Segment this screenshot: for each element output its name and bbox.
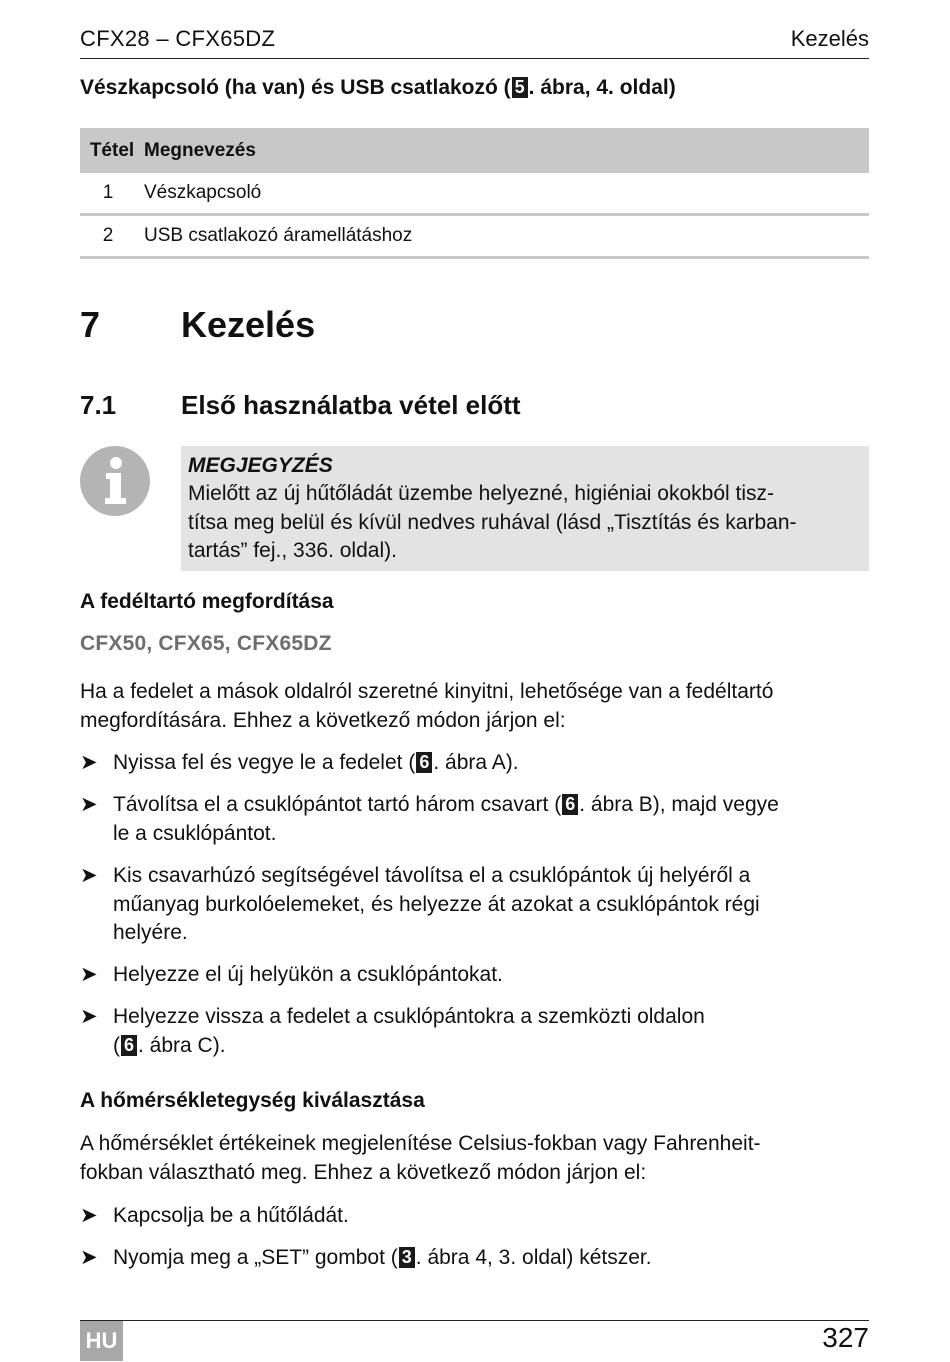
step-text bbox=[113, 1244, 870, 1273]
col-header-name: Megnevezés bbox=[144, 139, 256, 161]
figure-number: 3 bbox=[399, 1247, 415, 1268]
heading-text: Vészkapcsoló (ha van) és USB csatlakozó ( bbox=[80, 76, 511, 99]
temp-intro bbox=[80, 1130, 870, 1187]
step-text-line: le a csuklópántot. bbox=[113, 821, 277, 845]
list-item bbox=[80, 1003, 870, 1060]
step-text: Helyezze el új helyükön a csuklópántokat. bbox=[113, 963, 503, 986]
step-text-part: . ábra 4, 3. oldal) kétszer. bbox=[415, 1246, 652, 1269]
table-header bbox=[80, 128, 869, 173]
list-item bbox=[80, 1244, 870, 1273]
arrow-bullet-icon: ➤ bbox=[80, 1246, 98, 1269]
arrow-bullet-icon: ➤ bbox=[80, 963, 98, 986]
paragraph-line: Ha a fedelet a mások oldalról szeretné kinyitni, lehetősége van a fedéltartó bbox=[80, 680, 774, 703]
header-model: CFX28 – CFX65DZ bbox=[80, 26, 276, 51]
section-number: 7.1 bbox=[80, 390, 117, 420]
step-text bbox=[113, 1032, 870, 1061]
footer-divider bbox=[80, 1320, 869, 1321]
figure-number: 5 bbox=[512, 77, 528, 98]
step-text bbox=[113, 749, 870, 778]
language-badge: HU bbox=[80, 1321, 123, 1361]
cell-item: 1 bbox=[102, 182, 114, 203]
arrow-bullet-icon: ➤ bbox=[80, 864, 98, 887]
step-text-part: ( bbox=[113, 1033, 120, 1057]
arrow-bullet-icon: ➤ bbox=[80, 1005, 98, 1028]
paragraph-line: A hőmérséklet értékeinek megjelenítése Celsius-fokban vagy Fahrenheit- bbox=[80, 1132, 761, 1155]
heading-text-end: . ábra, 4. oldal) bbox=[528, 76, 676, 99]
step-text-part: Nyissa fel és vegye le a fedelet ( bbox=[113, 751, 416, 774]
list-item bbox=[80, 749, 870, 778]
step-text-line: Kis csavarhúzó segítségével távolítsa el a csuklópántok új helyéről a bbox=[113, 864, 751, 887]
page-number: 327 bbox=[822, 1322, 869, 1353]
arrow-bullet-icon: ➤ bbox=[80, 1204, 98, 1227]
step-text-line: helyére. bbox=[113, 921, 188, 944]
arrow-bullet-icon: ➤ bbox=[80, 793, 98, 816]
list-item bbox=[80, 791, 870, 848]
paragraph-line: fokban választható meg. Ehhez a következő módon járjon el: bbox=[80, 1160, 647, 1184]
model-list: CFX50, CFX65, CFX65DZ bbox=[80, 632, 332, 655]
step-text-part: . ábra B), majd vegye bbox=[579, 793, 779, 816]
note-line: tartás” fej., 336. oldal). bbox=[188, 539, 397, 562]
list-item bbox=[80, 961, 870, 990]
step-text bbox=[113, 791, 870, 820]
figure-number: 6 bbox=[416, 752, 432, 773]
step-text-part: Távolítsa el a csuklópántot tartó három csavart ( bbox=[113, 793, 562, 816]
step-text-line: Helyezze vissza a fedelet a csuklópántokra a szemközti oldalon bbox=[113, 1005, 705, 1028]
temp-heading: A hőmérsékletegység kiválasztása bbox=[80, 1089, 425, 1112]
list-item bbox=[80, 862, 870, 948]
lid-heading: A fedéltartó megfordítása bbox=[80, 590, 334, 613]
step-text: Kapcsolja be a hűtőládát. bbox=[113, 1204, 349, 1227]
paragraph-line: megfordítására. Ehhez a következő módon járjon el: bbox=[80, 708, 566, 732]
note-line: Mielőtt az új hűtőládát üzembe helyezné, higiéniai okokból tisz- bbox=[188, 482, 775, 505]
page-header bbox=[80, 26, 869, 59]
step-text-part: . ábra A). bbox=[433, 751, 519, 774]
step-text-part: . ábra C). bbox=[138, 1033, 226, 1057]
usb-heading bbox=[80, 76, 676, 100]
info-icon bbox=[80, 446, 150, 516]
figure-number: 6 bbox=[121, 1035, 137, 1056]
header-section: Kezelés bbox=[790, 26, 869, 51]
arrow-bullet-icon: ➤ bbox=[80, 751, 98, 774]
col-header-item: Tétel bbox=[89, 139, 135, 161]
lid-intro bbox=[80, 678, 870, 735]
chapter-title: Kezelés bbox=[181, 304, 316, 345]
step-text-line: műanyag burkolóelemeket, és helyezze át azokat a csuklópántok régi bbox=[113, 892, 760, 916]
table-row bbox=[80, 173, 869, 216]
chapter-number: 7 bbox=[80, 304, 101, 345]
table-row bbox=[80, 216, 869, 259]
step-text-part: Nyomja meg a „SET” gombot ( bbox=[113, 1246, 398, 1269]
section-title: Első használatba vétel előtt bbox=[181, 390, 521, 420]
note-title: MEGJEGYZÉS bbox=[188, 454, 333, 477]
figure-number: 6 bbox=[562, 794, 578, 815]
note-box bbox=[181, 446, 869, 571]
cell-name: Vészkapcsoló bbox=[144, 182, 262, 203]
note-line: títsa meg belül és kívül nedves ruhával (lásd „Tisztítás és karban- bbox=[188, 510, 797, 534]
list-item bbox=[80, 1202, 870, 1231]
cell-item: 2 bbox=[102, 225, 114, 246]
cell-name: USB csatlakozó áramellátáshoz bbox=[144, 225, 413, 246]
parts-table bbox=[80, 128, 869, 259]
